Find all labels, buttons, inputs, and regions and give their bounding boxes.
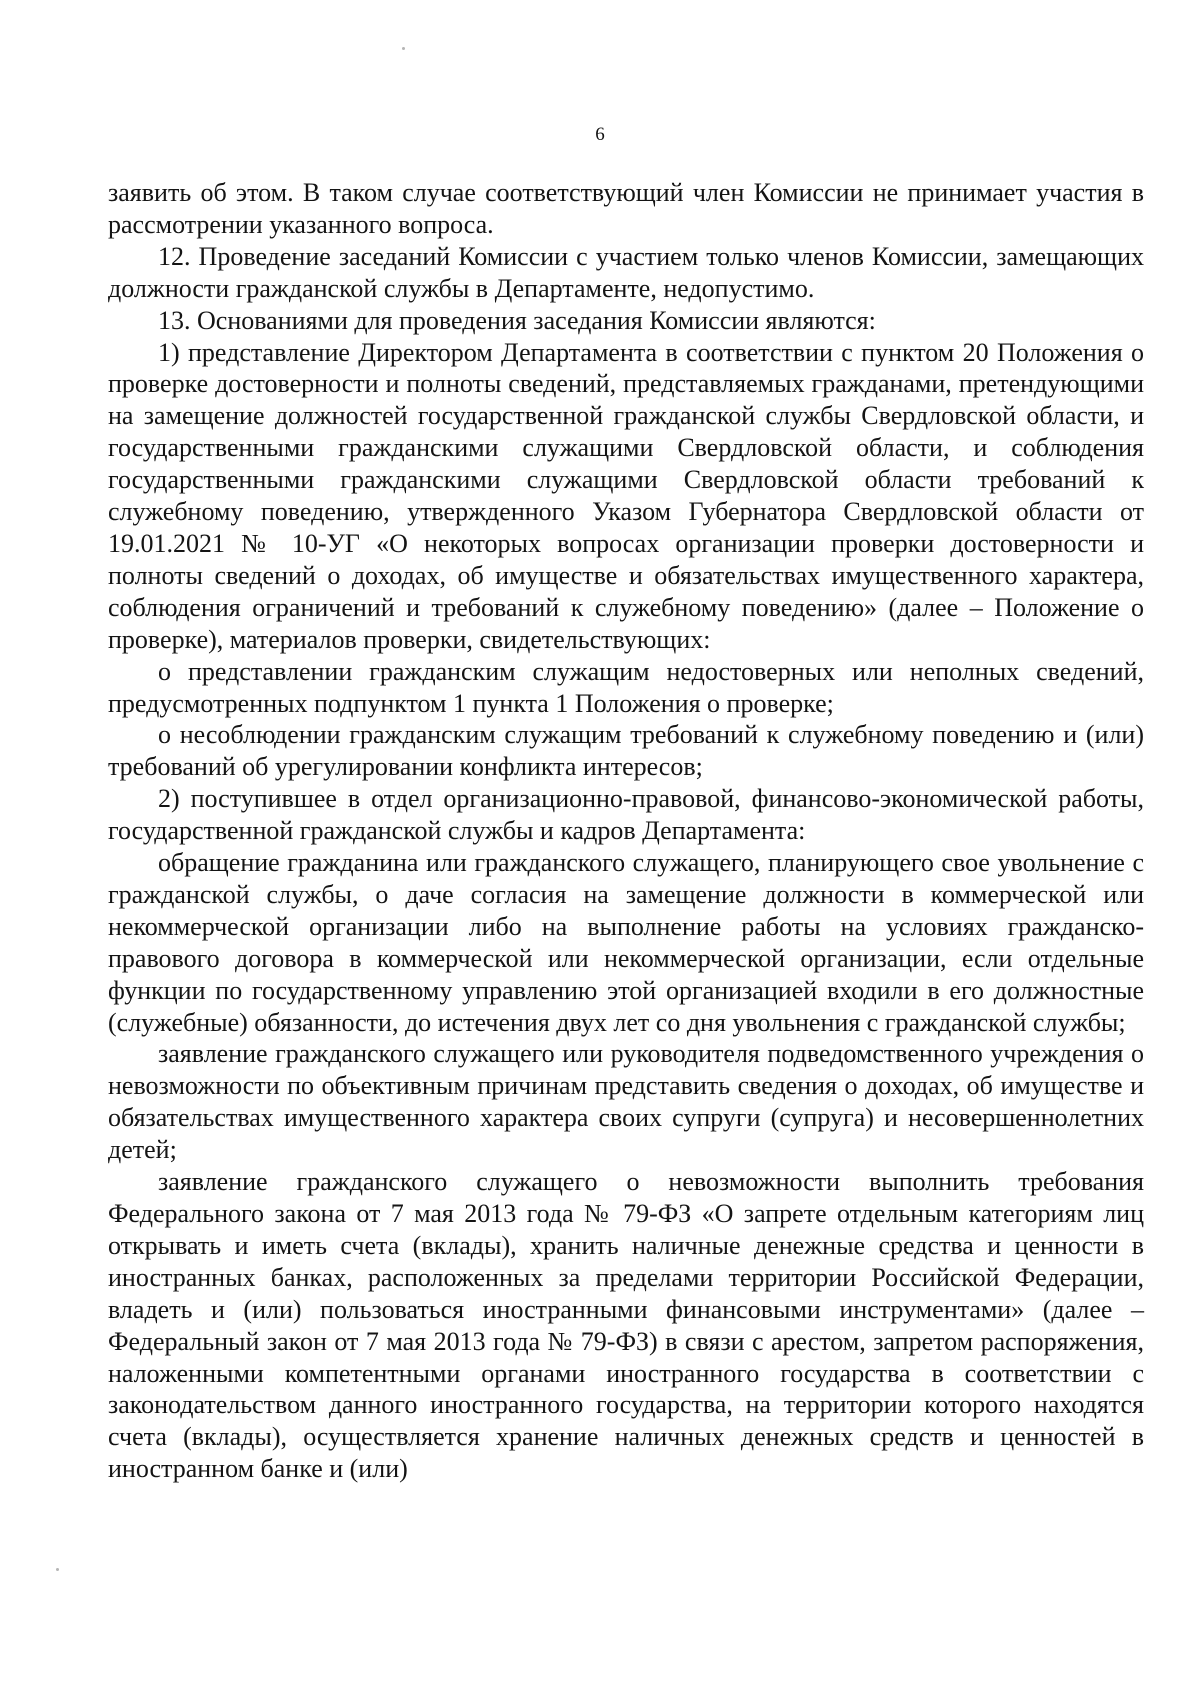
paragraph: заявление гражданского служащего или руководителя подведомственного учреждения о невозможности по объективным причинам представить сведения о доходах, об имуществе и обязательствах имущественного характера своих супруги (супруга) и несовершеннолетних детей; [108,1039,1144,1165]
paragraph: заявить об этом. В таком случае соответствующий член Комиссии не принимает участия в рассмотрении указанного вопроса. [108,178,1144,239]
paragraph: о представлении гражданским служащим недостоверных или неполных сведений, предусмотренных подпунктом 1 пункта 1 Положения о проверке; [108,656,1144,718]
page-number: 6 [595,124,605,145]
scan-artifact [402,47,405,50]
paragraph: обращение гражданина или гражданского служащего, планирующего свое увольнение с гражданской службы, о даче согласия на замещение должности в коммерческой или некоммерческой организации либо на выполнение работы на условиях гражданско-правового договора в коммерческой или некоммерческой организации, если отдельные функции по государственному управлению этой организацией входили в его должностные (служебные) обязанности, до истечения двух лет со дня увольнения с гражданской службы; [108,848,1144,1037]
paragraph: заявление гражданского служащего о невозможности выполнить требования Федерального закона от 7 мая 2013 года № 79-ФЗ «О запрете отдельным категориям лиц открывать и иметь счета (вклады), хранить наличные денежные средства и ценности в иностранных банках, расположенных за пределами территории Российской Федерации, владеть и (или) пользоваться иностранными финансовыми инструментами» (далее – Федеральный закон от 7 мая 2013 года № 79-ФЗ) в связи с арестом, запретом распоряжения, наложенными компетентными органами иностранного государства в соответствии с законодательством данного иностранного государства, на территории которого находятся счета (вклады), осуществляется хранение наличных денежных средств и ценностей в иностранном банке и (или) [108,1167,1144,1484]
paragraph-subitem-1: 1) представление Директором Департамента в соответствии с пунктом 20 Положения о проверке достоверности и полноты сведений, представляемых гражданами, претендующими на замещение должностей государственной гражданской службы Свердловской области, и государственными гражданскими служащими Свердловской области, и соблюдения государственными гражданскими служащими Свердловской области требований к служебному поведению, утвержденного Указом Губернатора Свердловской области от 19.01.2021 № 10-УГ «О некоторых вопросах организации проверки достоверности и полноты сведений о доходах, об имуществе и обязательствах имущественного характера, соблюдения ограничений и требований к служебному поведению» (далее – Положение о проверке), материалов проверки, свидетельствующих: [108,337,1144,654]
scan-artifact [56,1568,59,1571]
paragraph-subitem-2: 2) поступившее в отдел организационно-правовой, финансово-экономической работы, государственной гражданской службы и кадров Департамента: [108,784,1144,846]
paragraph-item-13: 13. Основаниями для проведения заседания Комиссии являются: [158,305,876,335]
paragraph-item-12: 12. Проведение заседаний Комиссии с участием только членов Комиссии, замещающих должности гражданской службы в Департаменте, недопустимо. [108,241,1144,303]
document-body [108,177,1144,1485]
paragraph: о несоблюдении гражданским служащим требований к служебному поведению и (или) требований об урегулировании конфликта интересов; [108,720,1144,782]
